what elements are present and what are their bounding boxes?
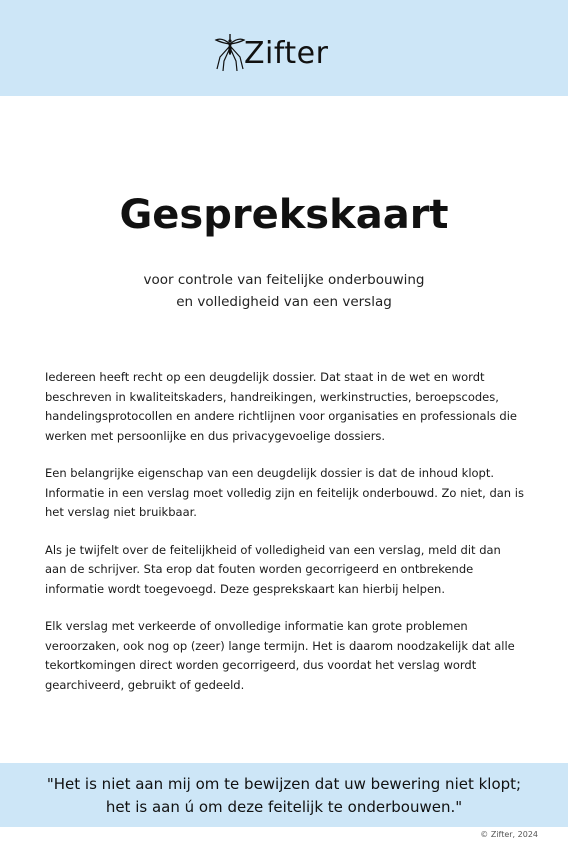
header-band <box>0 0 568 96</box>
subtitle-line: voor controle van feitelijke onderbouwing <box>143 272 425 288</box>
paragraph: Als je twijfelt over de feitelijkheid of volledigheid van een verslag, meld dit dan aan de schrijver. Sta erop dat fouten worden gecorrigeerd en ontbrekende informatie wordt toegevoegd. Deze gesprekskaart kan hierbij helpen. <box>45 542 501 596</box>
paragraph: Een belangrijke eigenschap van een deugdelijk dossier is dat de inhoud klopt. Informatie in een verslag moet volledig zijn en feitelijk onderbouwd. Zo niet, dan is het verslag niet bruikbaar. <box>45 466 524 519</box>
page-title: Gesprekskaart <box>119 192 449 238</box>
quote-band <box>0 763 568 827</box>
copyright-notice: © Zifter, 2024 <box>480 830 538 839</box>
brand-logo <box>214 30 328 74</box>
subtitle-line: en volledigheid van een verslag <box>176 294 392 310</box>
quote-line: "Het is niet aan mij om te bewijzen dat uw bewering niet klopt; <box>46 775 522 793</box>
quote-line: het is aan ú om deze feitelijk te onderbouwen." <box>105 798 463 816</box>
paragraph: Iedereen heeft recht op een deugdelijk dossier. Dat staat in de wet en wordt beschreven in kwaliteitskaders, handreikingen, werkinstructies, beroepscodes, handelingsprotocollen en andere richtlijnen voor organisaties en professionals die werken met persoonlijke en dus privacygevoelige dossiers. <box>45 370 517 443</box>
page-subtitle <box>0 269 568 313</box>
brand-name: Zifter <box>244 35 329 71</box>
body-text <box>45 368 525 713</box>
mosquito-icon <box>214 31 246 73</box>
quote-text <box>0 773 568 819</box>
paragraph: Elk verslag met verkeerde of onvolledige informatie kan grote problemen veroorzaken, ook nog op (zeer) lange termijn. Het is daarom noodzakelijk dat alle tekortkomingen direct worden gecorrigeerd, dus voordat het verslag wordt gearchiveerd, gebruikt of gedeeld. <box>45 619 515 692</box>
